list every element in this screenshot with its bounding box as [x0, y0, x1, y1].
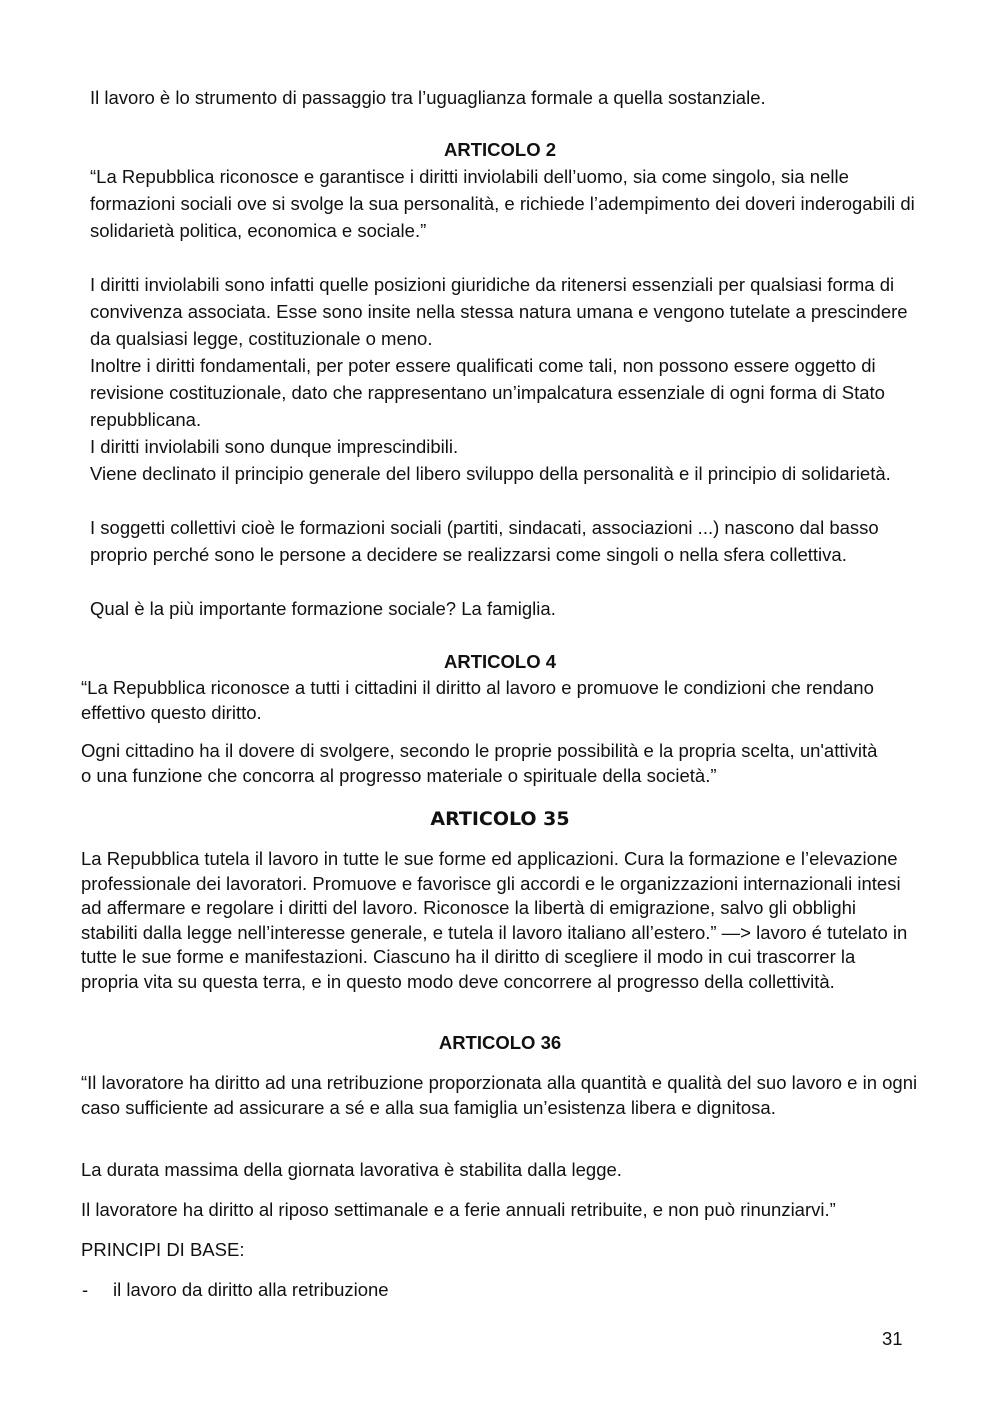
art2-paragraph-5: I soggetti collettivi cioè le formazioni sociali (partiti, sindacati, associazioni ...) nascono dal basso proprio perché sono le persone a decidere se realizzarsi come singoli o nella sfera collettiva.	[90, 517, 879, 565]
art2-paragraph-3: I diritti inviolabili sono dunque imprescindibili.	[90, 436, 459, 457]
art2-paragraph-6: Qual è la più importante formazione sociale? La famiglia.	[90, 598, 556, 619]
art36-paragraph-3: Il lavoratore ha diritto al riposo settimanale e a ferie annuali retribuite, e non può rinunziarvi.”	[81, 1199, 836, 1220]
heading-articolo-2: ARTICOLO 2	[443, 139, 557, 160]
intro-paragraph: Il lavoro è lo strumento di passaggio tra l’uguaglianza formale a quella sostanziale.	[90, 87, 766, 108]
art36-paragraph-2: La durata massima della giornata lavorativa è stabilita dalla legge.	[81, 1159, 622, 1180]
art2-paragraph-2: Inoltre i diritti fondamentali, per poter essere qualificati come tali, non possono essere oggetto di revisione costituzionale, dato che rappresentano un’impalcatura essenziale di ogni forma di Stato repubblicana.	[90, 355, 885, 430]
art2-paragraph-1: I diritti inviolabili sono infatti quelle posizioni giuridiche da ritenersi essenziali per qualsiasi forma di convivenza associata. Esse sono insite nella stessa natura umana e vengono tutelate a prescindere da qualsiasi legge, costituzionale o meno.	[90, 274, 908, 349]
heading-articolo-36: ARTICOLO 36	[438, 1032, 562, 1053]
art4-paragraph-1: “La Repubblica riconosce a tutti i cittadini il diritto al lavoro e promuove le condizioni che rendano effettivo questo diritto.	[81, 677, 874, 723]
heading-articolo-4: ARTICOLO 4	[443, 651, 557, 672]
bullet-text: il lavoro da diritto alla retribuzione	[113, 1279, 389, 1300]
bullet-dash: -	[82, 1279, 89, 1300]
art36-paragraph-1: “Il lavoratore ha diritto ad una retribuzione proporzionata alla quantità e qualità del suo lavoro e in ogni caso sufficiente ad assicurare a sé e alla sua famiglia un’esistenza libera e dignitosa.	[81, 1072, 918, 1118]
art2-paragraph-4: Viene declinato il principio generale del libero sviluppo della personalità e il principio di solidarietà.	[90, 463, 891, 484]
art35-paragraph: La Repubblica tutela il lavoro in tutte le sue forme ed applicazioni. Cura la formazione e l’elevazione professionale dei lavoratori. Promuove e favorisce gli accordi e le organizzazioni internazionali intesi ad affermare e regolare i diritti del lavoro. Riconosce la libertà di emigrazione, salvo gli obblighi stabiliti dalla legge nell’interesse generale, e tutela il lavoro italiano all’estero.” —> lavoro é tutelato in tutte le sue forme e manifestazioni. Ciascuno ha il diritto di scegliere il modo in cui trascorrer la propria vita su questa terra, e in questo modo deve concorrere al progresso della collettività.	[81, 848, 908, 992]
art4-paragraph-2: Ogni cittadino ha il dovere di svolgere, secondo le proprie possibilità e la propria scelta, un'attività o una funzione che concorra al progresso materiale o spirituale della società.”	[81, 740, 878, 786]
principi-heading: PRINCIPI DI BASE:	[81, 1239, 245, 1260]
list-item	[0, 1279, 1000, 1305]
art2-quote: “La Repubblica riconosce e garantisce i diritti inviolabili dell’uomo, sia come singolo, sia nelle formazioni sociali ove si svolge la sua personalità, e richiede l’adempimento dei doveri inderogabili di solidarietà politica, economica e sociale.”	[90, 166, 915, 241]
heading-articolo-35: ARTICOLO 35	[430, 808, 570, 830]
page-number: 31	[882, 1328, 903, 1349]
